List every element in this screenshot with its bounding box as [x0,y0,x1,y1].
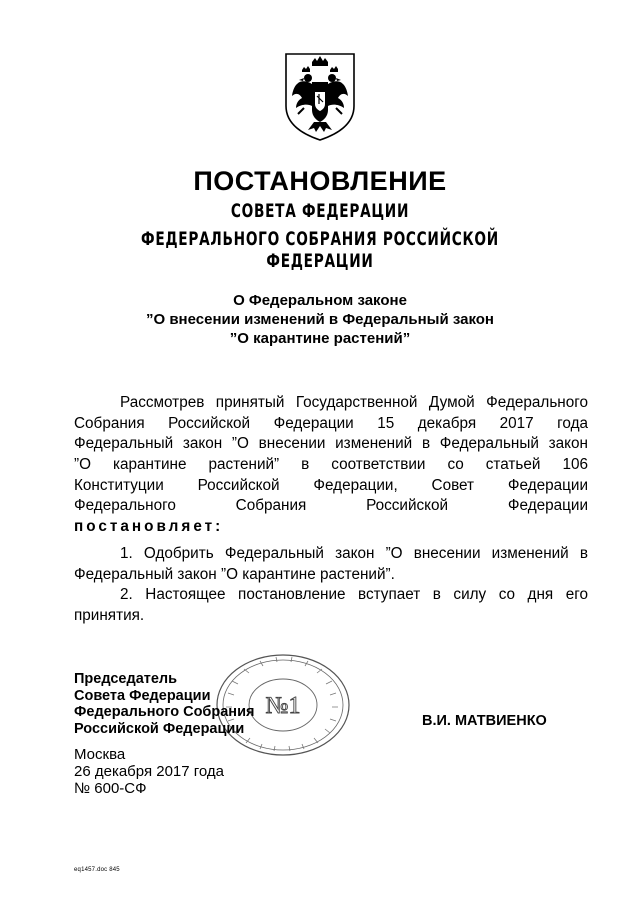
item-1-line-1: 1. Одобрить Федеральный закон ”О внесении изменений в [120,545,588,562]
footer-file-code: eq1457.doc 845 [74,867,120,873]
signature-role-line-2: Совета Федерации [74,687,211,704]
seal-number: №1 [265,693,301,719]
law-title [0,291,640,348]
city: Москва [74,746,126,763]
item-2-line-2: принятия. [74,607,145,625]
document-title: ПОСТАНОВЛЕНИЕ [193,166,447,196]
coat-of-arms-emblem [278,48,362,144]
preamble-line-5: Конституции Российской Федерации, Совет Федерации [74,476,588,494]
resolution-items [74,544,588,627]
law-title-line-3: ”О карантине растений” [229,330,411,347]
preamble-paragraph [74,393,588,538]
document-date: 26 декабря 2017 года [74,763,225,780]
signature-block [74,671,254,737]
law-title-line-2: ”О внесении изменений в Федеральный закон [146,311,494,328]
decision-word: постановляет: [74,518,224,536]
issuer-line-1: СОВЕТА ФЕДЕРАЦИИ [230,200,410,222]
signer-name: В.И. МАТВИЕНКО [422,713,547,729]
document-number: № 600-СФ [74,780,147,797]
preamble-line-4: ”О карантине растений” в соответствии со статьей 106 [74,456,588,474]
preamble-line-3: Федеральный закон ”О внесении изменений в Федеральный закон [74,435,588,453]
russian-coat-of-arms-icon [278,48,362,144]
place-date-block [74,746,224,797]
signature-role-line-4: Российской Федерации [74,720,245,737]
preamble-line-6: Федерального Собрания Российской Федерации [74,497,588,515]
item-2-line-1: 2. Настоящее постановление вступает в силу со дня его [120,586,588,604]
item-1-line-2: Федеральный закон ”О карантине растений”. [74,565,395,583]
signature-role-line-1: Председатель [74,671,178,687]
preamble-line-1: Рассмотрев принятый Государственной Думой Федерального [120,394,588,411]
law-title-line-1: О Федеральном законе [233,292,407,309]
issuer-line-2: ФЕДЕРАЛЬНОГО СОБРАНИЯ РОССИЙСКОЙ ФЕДЕРАЦИИ [141,228,499,272]
signature-role-line-3: Федерального Собрания [74,704,255,720]
preamble-line-2: Собрания Российской Федерации 15 декабря 2017 года [74,414,588,432]
